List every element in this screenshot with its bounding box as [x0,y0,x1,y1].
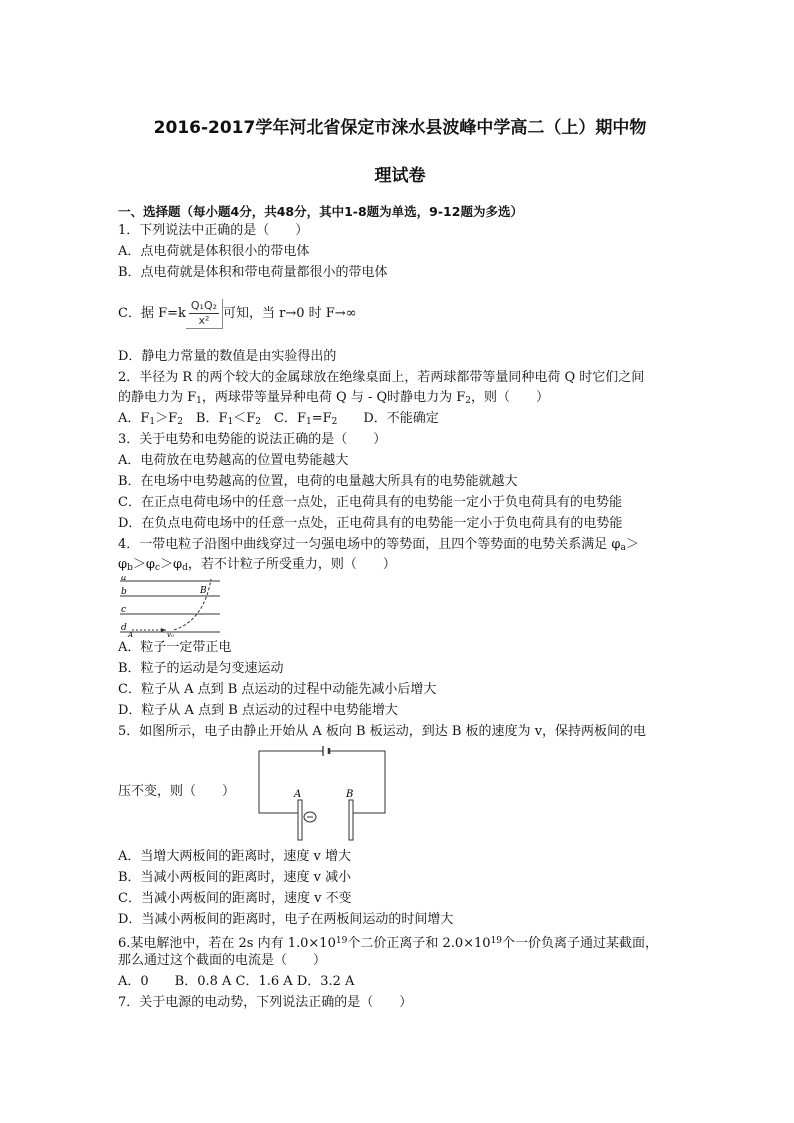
superscript: 19 [335,936,348,946]
label-point-b: B [200,586,207,596]
q5-option-b: B．当减小两板间的距离时，速度 v 减小 [118,870,352,885]
subscript: 1 [149,417,156,427]
q3-option-d: D．在负点电荷电场中的任意一点处，正电荷具有的电势能一定小于负电荷具有的电势能 [118,516,623,531]
page-title [118,104,682,200]
q2-stem-line-1: 2．半径为 R 的两个较大的金属球放在绝缘桌面上，若两球都带等量同种电荷 Q 时它们之间 [118,370,645,385]
q6-options: A．0 B．0.8 A C．1.6 A D．3.2 A [118,974,355,989]
text: =F [311,411,332,426]
q4-option-d: D．粒子从 A 点到 B 点运动的过程中电势能增大 [118,703,398,718]
text: φ [118,557,128,572]
circuit-wire-right [329,751,385,813]
q2-stem-line-2 [118,389,549,410]
q1-option-c-suffix: 可知，当 r→0 时 F→∞ [223,306,357,321]
q3-option-c: C．在正点电荷电场中的任意一点处，正电荷具有的电势能一定小于负电荷具有的电势能 [118,495,622,510]
text: ＞φ [132,557,155,572]
text: ＞φ [160,557,183,572]
q7-stem: 7．关于电源的电动势，下列说法正确的是（ ） [118,995,413,1010]
q4-stem-line-2 [118,556,396,577]
title-line-1: 2016-2017学年河北省保定市涞水县波峰中学高二（上）期中物 [153,118,647,138]
subscript: 2 [465,396,472,406]
q6-stem-line-1 [118,932,658,953]
subscript: b [127,563,133,573]
q1-stem: 1．下列说法中正确的是（ ） [118,223,309,238]
fraction-denominator: x² [198,313,210,327]
text: ＜F [233,411,256,426]
text: 个一价负离子通过某截面， [502,936,659,951]
subscript: 1 [196,396,202,406]
text: ，若不计粒子所受重力，则（ ） [187,557,396,572]
text: B．F [182,411,228,426]
text: 4．一带电粒子沿图中曲线穿过一匀强电场中的等势面，且四个等势面的电势关系满足 φ [118,537,621,552]
text: A．F [118,411,150,426]
plate-a [298,800,302,840]
text: C．F [261,411,306,426]
q1-option-d: D．静电力常量的数值是由实验得出的 [118,349,337,364]
q4-stem-line-1 [118,536,639,557]
subscript: c [154,563,161,573]
q1-option-a: A．点电荷就是体积很小的带电体 [118,244,310,259]
text: 6.某电解池中，若在 2s 内有 1.0×10 [118,936,336,951]
subscript: 2 [255,417,261,427]
label-plate-a: A [294,789,302,800]
circuit-wire-left [259,751,323,813]
subscript: 2 [177,417,183,427]
text: 个二价正离子和 2.0×10 [347,936,491,951]
text: D．不能确定 [337,411,439,426]
title-line-2: 理试卷 [374,166,426,186]
coulomb-fraction [186,299,223,329]
subscript: a [620,543,626,553]
q4-option-b: B．粒子的运动是匀变速运动 [118,661,284,676]
plate-b [349,800,353,840]
text: ，则（ ） [471,390,550,405]
arrow-head [161,628,166,632]
label-point-a: A [128,631,134,638]
label-a: a [121,576,127,583]
text: 的静电力为 F [118,390,197,405]
q1-option-c-prefix: C．据 F=k [118,306,186,321]
section-heading: 一、选择题（每小题4分，共48分，其中1-8题为单选，9-12题为多选） [118,204,523,219]
label-v0: v₀ [167,631,174,638]
subscript: 1 [305,417,312,427]
label-b: b [121,587,127,597]
text: ＞F [155,411,178,426]
q5-option-a: A．当增大两板间的距离时，速度 v 增大 [118,849,351,864]
q1-option-b: B．点电荷就是体积和带电荷量都很小的带电体 [118,265,388,280]
q6-stem-line-2: 那么通过这个截面的电流是（ ） [118,953,327,968]
label-c: c [121,605,127,615]
equipotential-figure [118,576,222,638]
q3-option-b: B．在电场中电势越高的位置，电荷的电量越大所具有的电势能就越大 [118,474,518,489]
q1-option-c [118,296,357,332]
fraction-numerator: Q₁Q₂ [190,298,218,312]
text: ＞ [625,537,639,552]
q3-stem: 3．关于电势和电势能的说法正确的是（ ） [118,432,387,447]
q2-options [118,410,439,431]
subscript: 2 [331,417,338,427]
label-plate-b: B [346,789,354,800]
q4-option-a: A．粒子一定带正电 [118,640,232,655]
q5-stem-line-1: 5．如图所示，电子由静止开始从 A 板向 B 板运动，到达 B 板的速度为 v，保持两板间的电 [118,724,647,739]
q5-option-c: C．当减小两板间的距离时，速度 v 不变 [118,891,352,906]
subscript: 1 [227,417,234,427]
subscript: d [182,563,188,573]
label-d: d [121,623,127,633]
superscript: 19 [490,936,503,946]
q5-stem-line-2: 压不变，则（ ） [118,784,236,799]
q3-option-a: A．电荷放在电势越高的位置电势能越大 [118,453,349,468]
q4-option-c: C．粒子从 A 点到 B 点运动的过程中动能先减小后增大 [118,682,437,697]
capacitor-circuit-figure [255,746,390,843]
text: ，两球带等量异种电荷 Q 与 - Q时静电力为 F [201,390,466,405]
q5-option-d: D．当减小两板间的距离时，电子在两板间运动的时间增大 [118,912,454,927]
